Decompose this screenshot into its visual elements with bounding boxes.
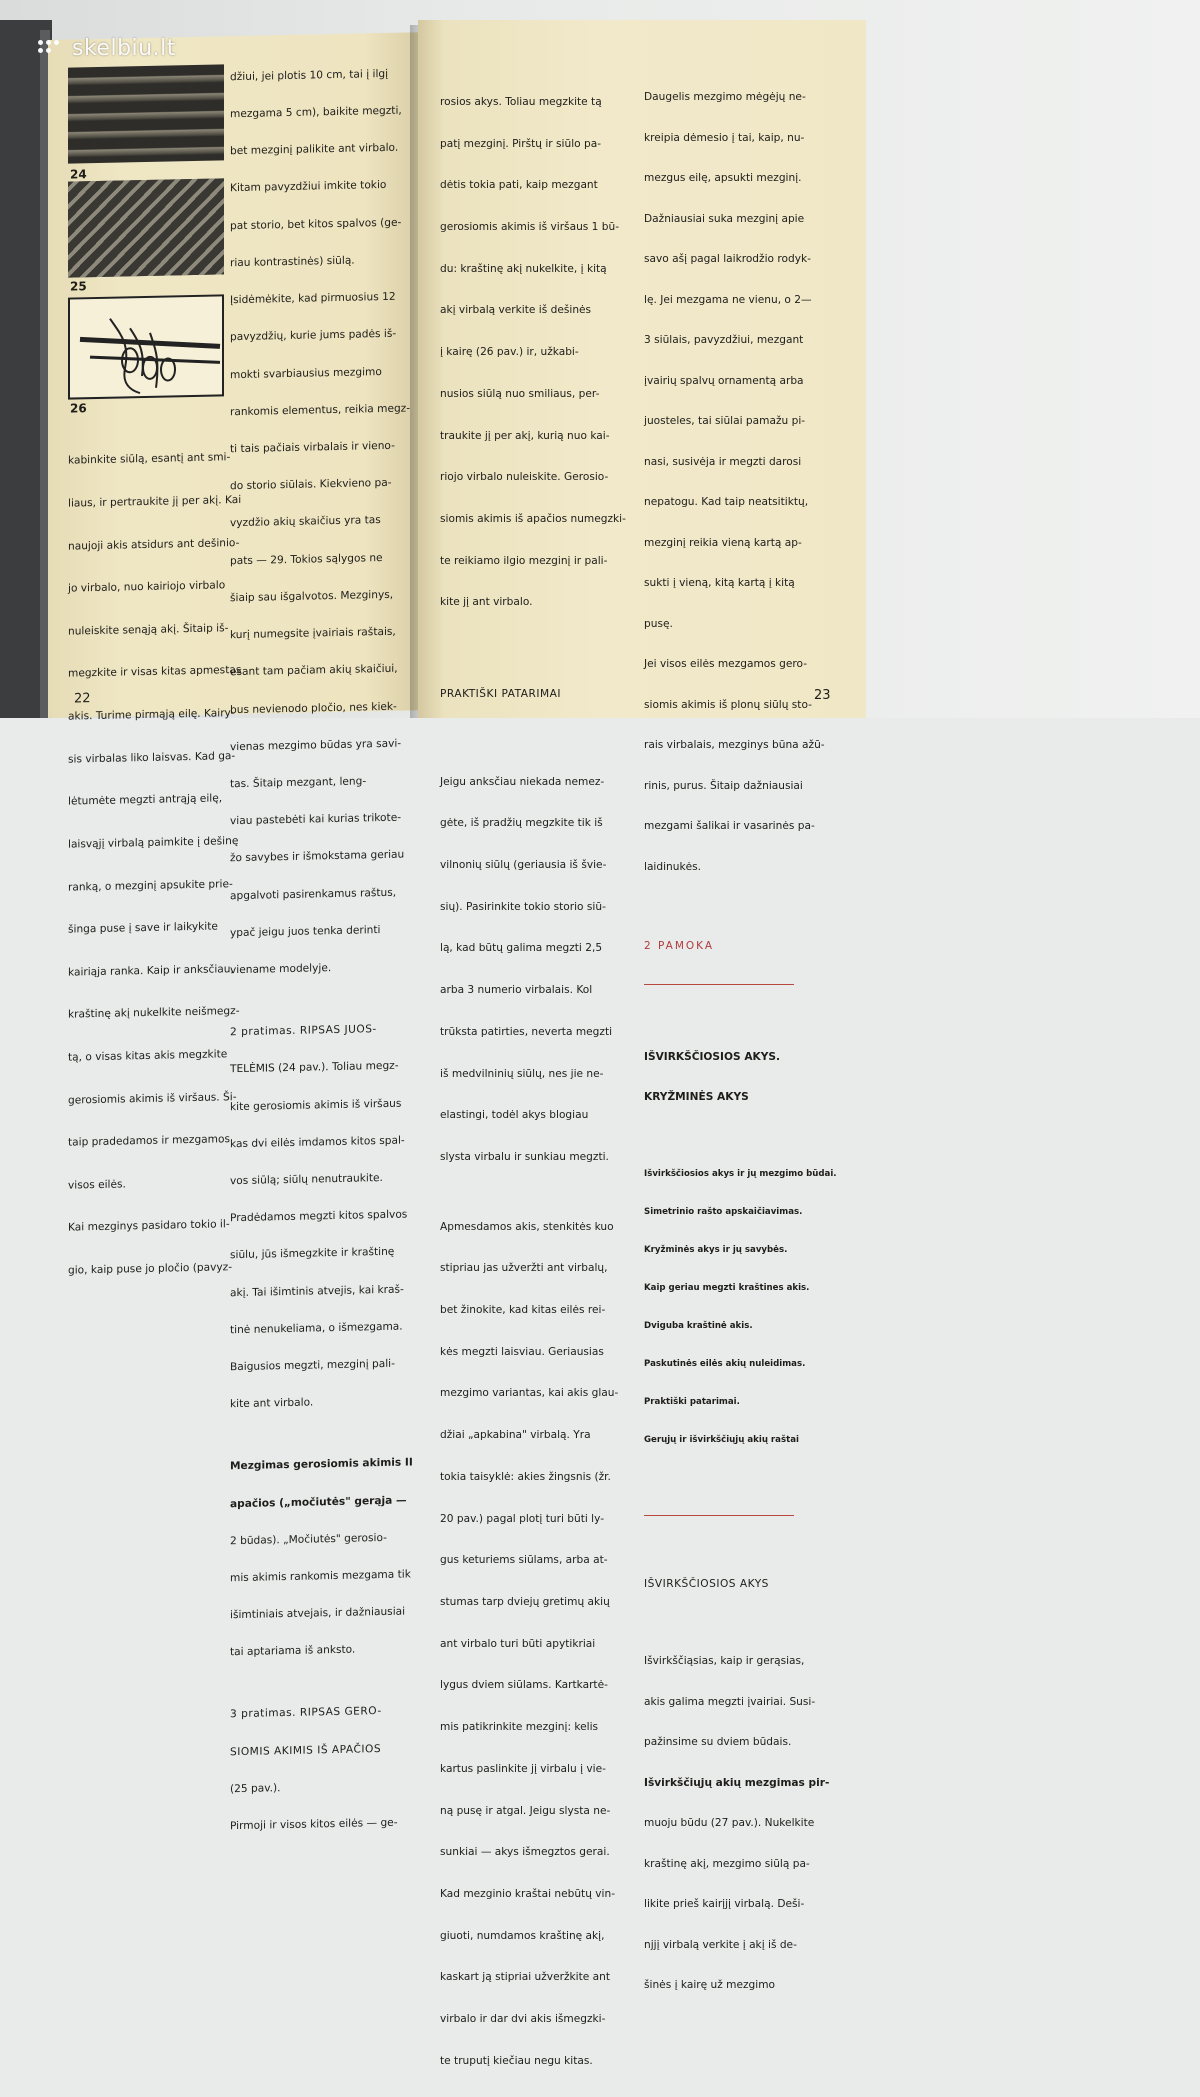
text-line: kreipia dėmesio į tai, kaip, nu- [644,131,805,144]
text-line: slysta virbalu ir sunkiau megzti. [440,1150,609,1163]
exercise-2-heading: 2 pratimas. RIPSAS JUOS- [230,1023,377,1039]
text-line: šinga puse į save ir laikykite [68,920,218,936]
method-1-heading: Išvirkščiųjų akių mezgimas pir- [644,1776,830,1789]
text-line: tai aptariama iš anksto. [230,1643,356,1659]
text-line: šiaip sau išgalvotos. Mezginys, [230,588,394,605]
text-line: jo virbalo, nuo kairiojo virbalo [68,579,226,595]
text-line: laisvąjį virbalą paimkite į dešinę [68,834,239,851]
text-line: šinės į kairę už mezgimo [644,1979,776,1991]
right-page-column-2 [644,64,837,2020]
exercise-3-heading: 3 pratimas. RIPSAS GERO- [230,1705,382,1721]
text-line: akis galima megzti įvairiai. Susi- [644,1695,816,1708]
text-line: vienas mezgimo būdas yra savi- [230,737,402,753]
text-line: kairiąja ranka. Kaip ir anksčiau, [68,962,234,979]
watermark-dots-icon [38,40,68,60]
text-line: naujoji akis atsidurs ant dešinio- [68,536,240,553]
text-line: mezgimo variantas, kai akis glau- [440,1387,619,1400]
lesson-divider [644,984,794,985]
text-line [230,1680,413,1684]
text-line: Pradėdamos megzti kitos spalvos [230,1208,408,1225]
text-line: mezgami šalikai ir vasarinės pa- [644,820,815,832]
contents-item: Kryžminės akys ir jų savybės. [644,1244,788,1255]
text-line: riojo virbalo nuleiskite. Gerosio- [440,471,609,484]
text-line: džiai „apkabina" virbalą. Yra [440,1429,591,1442]
text-line: ną pusę ir atgal. Jeigu slysta ne- [440,1804,611,1817]
text-line: arba 3 numerio virbalais. Kol [440,984,593,997]
text-line: siomis akimis iš apačios numegzki- [440,513,626,525]
text-line: SIOMIS AKIMIS IŠ APAČIOS [230,1742,382,1758]
text-line: du: kraštinę akį nukelkite, į kitą [440,262,607,275]
figure-26-drawing [68,294,224,399]
text-line: nusios siūlą nuo smiliaus, per- [440,387,600,400]
text-line: sių). Pasirinkite tokio storio siū- [440,900,606,913]
text-line [230,998,413,1002]
text-line: muoju būdu (27 pav.). Nukelkite [644,1817,815,1829]
text-line: pusę. [644,617,673,630]
text-line: rosios akys. Toliau megzkite tą [440,95,602,108]
text-line: patį mezginį. Pirštų ir siūlo pa- [440,137,602,150]
text-line: vyzdžio akių skaičius yra tas [230,514,381,530]
text-line: stipriau jas užveržti ant virbalų, [440,1262,608,1275]
text-line: Kad mezginio kraštai nebūtų vin- [440,1888,616,1900]
text-line: kraštinę akį nukelkite neišmegz- [68,1005,240,1021]
contents-item: Gerųjų ir išvirkščiųjų akių raštai [644,1434,799,1445]
text-line: iš medvilninių siūlų, nes jie ne- [440,1067,604,1080]
contents-item: Simetrinio rašto apskaičiavimas. [644,1206,803,1217]
text-line [230,1432,413,1436]
contents-item: Išvirkščiosios akys ir jų mezgimo būdai. [644,1168,837,1179]
text-line: likite prieš kairįjį virbalą. Deši- [644,1898,805,1910]
contents-item: Paskutinės eilės akių nuleidimas. [644,1358,806,1369]
text-line: laidinukės. [644,860,702,873]
text-line: mis patikrinkite mezginį: kelis [440,1721,599,1734]
text-line: te truputį kiečiau negu kitas. [440,2054,593,2067]
text-line: akis. Turime pirmąją eilę. Kairy- [68,707,235,723]
text-line: viau pastebėti kai kurias trikote- [230,811,402,828]
text-line: juosteles, tai siūlai pamažu pi- [644,415,806,427]
text-line: pavyzdžių, kurie jums padės iš- [230,328,397,344]
text-line: kite jį ant virbalo. [440,596,533,609]
text-line: pats — 29. Tokios sąlygos ne [230,551,383,567]
text-line: išimtiniais atvejais, ir dažniausiai [230,1605,406,1622]
text-line: Baigusios megzti, mezginį pali- [230,1357,395,1374]
text-line: į kairę (26 pav.) ir, užkabi- [440,346,579,359]
text-line: esant tam pačiam akių skaičiui, [230,662,398,679]
text-line: mezgama 5 cm), baikite megzti, [230,104,402,121]
text-line: do storio siūlais. Kiekvieno pa- [230,477,392,493]
watermark-text: skelbiu.lt [72,36,176,61]
text-line: tokia taisyklė: akies žingsnis (žr. [440,1470,611,1483]
contents-item: Kaip geriau megzti kraštines akis. [644,1282,810,1293]
text-line: rinis, purus. Šitaip dažniausiai [644,779,803,792]
text-line: vilnonių siūlų (geriausia iš šviе- [440,858,607,871]
figure-24-photo [68,64,224,163]
text-line: elastingi, todėl akys blogiau [440,1109,589,1122]
text-line: kraštinę akį, mezgimo siūlą pa- [644,1857,810,1870]
text-line: Jeigu anksčiau niekada nemez- [440,775,605,788]
text-line: gio, kaip puse jo pločio (pavyz- [68,1261,233,1277]
text-line: Jei visos eilės mezgamos gero- [644,658,808,670]
method-2-heading: Mezgimas gerosiomis akimis II [230,1456,413,1473]
text-line: siomis akimis iš plonų siūlų sto- [644,698,812,711]
text-line: mokti svarbiausius mezgimo [230,365,382,381]
text-line: Apmesdamos akis, stenkitės kuo [440,1220,614,1233]
lesson-label: 2 PAMOKA [644,940,715,952]
text-line: bus nevienodo pločio, nes kiek- [230,700,397,716]
contents-item: Praktiški patarimai. [644,1396,740,1407]
text-line: nuleiskite senąją akį. Šitaip iš- [68,622,229,638]
text-line: pažinsime su dviem būdais. [644,1736,792,1748]
text-line: sukti į vieną, kitą kartą į kitą [644,577,795,589]
text-line: kės megzti laisviau. Geriausias [440,1345,604,1358]
text-line: kite ant virbalo. [230,1396,314,1411]
figure-label-24: 24 [70,167,87,182]
left-page-column-2 [230,42,413,1857]
text-line: giuoti, numdamos kraštinę akį, [440,1929,605,1942]
figure-25-photo [68,178,224,277]
text-line: liaus, ir pertraukite jį per akį. Kai [68,493,242,510]
text-line: gus keturiems siūlams, arba at- [440,1554,608,1567]
text-line: Pirmoji ir visos kitos eilės — ge- [230,1816,398,1833]
text-line: ant virbalo turi būti apytikriai [440,1637,596,1650]
text-line: rais virbalais, mezginys būna ažū- [644,739,825,751]
text-line: Išvirkščiąsias, kaip ir gerąsias, [644,1655,805,1667]
text-line: tas. Šitaip mezgant, leng- [230,775,367,791]
figure-label-26: 26 [70,401,87,416]
left-page [48,32,420,1833]
text-line: ypač jeigu juos tenka derinti [230,923,381,940]
text-line: kurį numegsite įvairiais raštais, [230,625,396,642]
text-line: žo savybes ir išmokstama geriau [230,848,405,865]
right-page [418,20,866,2067]
page-number-right: 23 [814,688,831,703]
text-line: bet mezginį palikite ant virbalo. [230,141,399,158]
text-line: kartus paslinkite jį virbalu į vie- [440,1762,606,1775]
text-line: riau kontrastinės) siūlą. [230,254,355,270]
text-line: mezginį reikia vieną kartą ap- [644,536,802,549]
text-line: TELĖMIS (24 pav.). Toliau megz- [230,1059,399,1076]
text-line: 20 pav.) pagal plotį turi būti ly- [440,1512,605,1525]
text-line: ranką, o mezginį apsukite prie- [68,877,233,894]
text-line: visos eilės. [68,1178,126,1192]
text-line: kite gerosiomis akimis iš viršaus [230,1097,402,1113]
text-line: akį virbalą verkite iš dešinės [440,304,592,317]
text-line: gerosiomis akimis iš viršaus 1 bū- [440,220,620,233]
text-line: nasi, susivėja ir megzti darosi [644,455,802,468]
text-line: įvairių spalvų ornamentą arba [644,374,804,387]
text-line: mezgus eilę, apsukti mezginį. [644,172,802,184]
text-line: lėtumėte megzti antrąją eilę, [68,792,223,808]
lesson-title-line-2: KRYŽMINĖS AKYS [644,1091,749,1103]
right-page-column-1 [440,68,626,2097]
text-line: džiui, jei plotis 10 cm, tai į ilgį [230,67,389,84]
text-line: tinė nenukeliama, o išmezgama. [230,1320,403,1337]
section-heading: IŠVIRKŠČIOSIOS AKYS [644,1577,769,1590]
text-line: gėte, iš pradžių megzkite tik iš [440,817,603,830]
text-line: apačios („močiutės" gerąja — [230,1494,407,1510]
page-number-left: 22 [74,691,91,707]
text-line: megzkite ir visas kitas apmestas [68,664,242,681]
knitting-needle-illustration [70,296,222,397]
text-line: 3 siūlais, pavyzdžiui, mezgant [644,334,804,346]
text-line: Kitam pavyzdžiui imkite tokio [230,179,387,195]
text-line: lę. Jei mezgama ne vienu, o 2— [644,293,812,306]
text-line: njjį virbalą verkite į akį iš de- [644,1938,797,1951]
left-page-column-1 [68,422,241,1306]
watermark-logo [38,36,176,61]
figure-label-25: 25 [70,279,87,294]
text-line: ti tais pačiais virbalais ir vieno- [230,439,395,456]
text-line: 2 būdas). „Močiutės" gerosio- [230,1531,387,1547]
text-line: Įsidėmėkite, kad pirmuosius 12 [230,290,396,307]
text-line: sis virbalas liko laisvas. Kad ga- [68,749,236,766]
text-line: Daugelis mezgimo mėgėjų ne- [644,91,806,103]
text-line: apgalvoti pasirenkamus raštus, [230,886,397,902]
contents-item: Dviguba kraštinė akis. [644,1320,753,1331]
text-line: viename modelyje. [230,962,332,977]
text-line: Dažniausiai suka mezginį apie [644,212,805,225]
text-line: pat storio, bet kitos spalvos (ge- [230,216,402,232]
text-line: trūksta patirties, neverta megzti [440,1025,613,1038]
lesson-title-line-1: IŠVIRKŠČIOSIOS AKYS. [644,1050,781,1063]
text-line: tą, o visas kitas akis megzkite [68,1048,228,1064]
text-line: kaskart ją stipriai užveržkite ant [440,1971,610,1984]
text-line: taip pradedamos ir mezgamos [68,1133,230,1149]
practical-tips-heading: PRAKTIŠKI PATARIMAI [440,687,561,700]
text-line: te reikiamo ilgio mezginį ir pali- [440,554,608,567]
text-line: dėtis tokia pati, kaip mezgant [440,179,598,192]
section-divider [644,1515,794,1516]
text-line: (25 pav.). [230,1782,281,1796]
text-line: siūlu, jūs išmegzkite ir kraštinę [230,1246,395,1262]
text-line: lą, kad būtų galima megzti 2,5 [440,942,603,955]
text-line: sunkiai — akys išmegztos gerai. [440,1846,610,1859]
text-line: bet žinokite, kad kitas eilės rei- [440,1303,606,1316]
text-line: vos siūlą; siūlų nenutraukite. [230,1171,383,1188]
text-line: traukite jį per akį, kurią nuo kai- [440,429,610,442]
text-line: rankomis elementus, reikia megz- [230,402,411,418]
text-line: mis akimis rankomis mezgama tik [230,1568,411,1585]
text-line: stumas tarp dviejų gretimų akių [440,1595,610,1608]
text-line: gerosiomis akimis iš viršaus. Ši- [68,1090,237,1107]
text-line: kas dvi eilės imdamos kitos spal- [230,1134,405,1150]
text-line: kabinkite siūlą, esantį ant smi- [68,451,231,467]
text-line: nepatogu. Kad taip neatsitiktų, [644,496,809,508]
text-line: lygus dviem siūlams. Kartkartė- [440,1679,608,1692]
text-line: akį. Tai išimtinis atvejis, kai kraš- [230,1283,404,1299]
text-line: virbalo ir dar dvi akis išmegzki- [440,2013,606,2026]
text-line: Kai mezginys pasidaro tokio il- [68,1218,230,1234]
text-line: savo ašį pagal laikrodžio rodyk- [644,253,811,265]
